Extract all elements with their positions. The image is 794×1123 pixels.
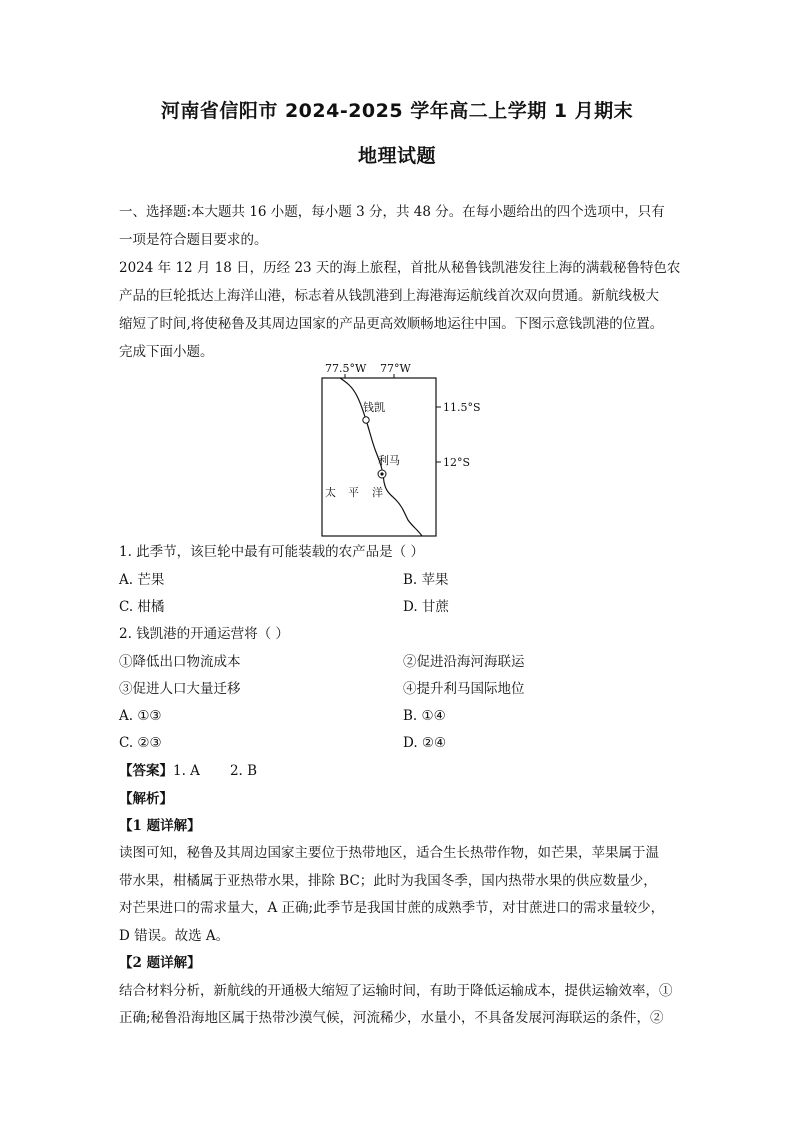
passage-line-2: 产品的巨轮抵达上海洋山港，标志着从钱凯港到上海港海运航线首次双向贯通。新航线极大 (119, 288, 659, 304)
lat-label-1: 11.5°S (443, 401, 481, 414)
q1-option-a: A. 芒果 (119, 572, 165, 588)
lon-label-1: 77.5°W (325, 362, 367, 375)
q1-analysis-line-3: 对芒果进口的需求量大，A 正确;此季节是我国甘蔗的成熟季节，对甘蔗进口的需求量较少， (119, 900, 665, 916)
document-title: 河南省信阳市 2024-2025 学年高二上学期 1 月期末 (160, 100, 634, 122)
q1-option-c: C. 柑橘 (119, 599, 165, 615)
q2-analysis-label: 【2 题详解】 (119, 955, 201, 971)
city-label: 利马 (378, 454, 400, 467)
analysis-label: 【解析】 (119, 791, 173, 807)
q2-option-b: B. ①④ (403, 708, 446, 724)
port-label: 钱凯 (363, 401, 385, 414)
location-map (300, 360, 500, 540)
q1-analysis-line-4: D 错误。故选 A。 (119, 928, 230, 944)
q1-analysis-label: 【1 题详解】 (119, 818, 201, 834)
lat-label-2: 12°S (443, 456, 471, 469)
q2-item-4: ④提升利马国际地位 (403, 681, 525, 697)
answer-line (119, 762, 257, 780)
q1-analysis-line-1: 读图可知，秘鲁及其周边国家主要位于热带地区，适合生长热带作物，如芒果，苹果属于温 (119, 845, 659, 861)
answer-value: 1. A 2. B (173, 763, 258, 779)
q2-item-3: ③促进人口大量迁移 (119, 681, 241, 697)
q2-option-c: C. ②③ (119, 735, 162, 751)
q2-item-2: ②促进沿海河海联运 (403, 654, 525, 670)
ocean-char-1: 太 (325, 486, 336, 499)
q1-stem: 1. 此季节，该巨轮中最有可能装载的农产品是（ ） (119, 544, 424, 560)
document-subtitle: 地理试题 (357, 145, 436, 167)
q2-option-a: A. ①③ (119, 708, 162, 724)
q2-analysis-line-1: 结合材料分析，新航线的开通极大缩短了运输时间，有助于降低运输成本，提供运输效率，① (119, 983, 673, 999)
q2-analysis-line-2: 正确;秘鲁沿海地区属于热带沙漠气候，河流稀少，水量小，不具备发展河海联运的条件，② (119, 1010, 664, 1026)
q2-stem: 2. 钱凯港的开通运营将（ ） (119, 626, 289, 642)
answer-label: 【答案】 (119, 763, 173, 779)
passage-line-1: 2024 年 12 月 18 日，历经 23 天的海上旅程，首批从秘鲁钱凯港发往上海的满载秘鲁特色农 (119, 260, 681, 276)
q1-option-b: B. 苹果 (403, 572, 449, 588)
ocean-char-3: 洋 (372, 486, 383, 499)
q1-option-d: D. 甘蔗 (403, 599, 449, 615)
map-svg (300, 360, 500, 540)
ocean-char-2: 平 (348, 486, 359, 499)
instructions-line-2: 一项是符合题目要求的。 (119, 232, 268, 248)
lon-label-2: 77°W (380, 362, 411, 375)
passage-line-3: 缩短了时间,将使秘鲁及其周边国家的产品更高效顺畅地运往中国。下图示意钱凯港的位置。 (119, 316, 664, 332)
q1-analysis-line-2: 带水果，柑橘属于亚热带水果，排除 BC；此时为我国冬季，国内热带水果的供应数量少， (119, 873, 657, 889)
passage-line-4: 完成下面小题。 (119, 344, 214, 360)
instructions-line-1: 一、选择题:本大题共 16 小题，每小题 3 分，共 48 分。在每小题给出的四个选项中，只有 (119, 204, 665, 220)
city-marker-inner (380, 472, 383, 475)
q2-item-1: ①降低出口物流成本 (119, 654, 241, 670)
q2-option-d: D. ②④ (403, 735, 447, 751)
port-marker (363, 417, 369, 423)
